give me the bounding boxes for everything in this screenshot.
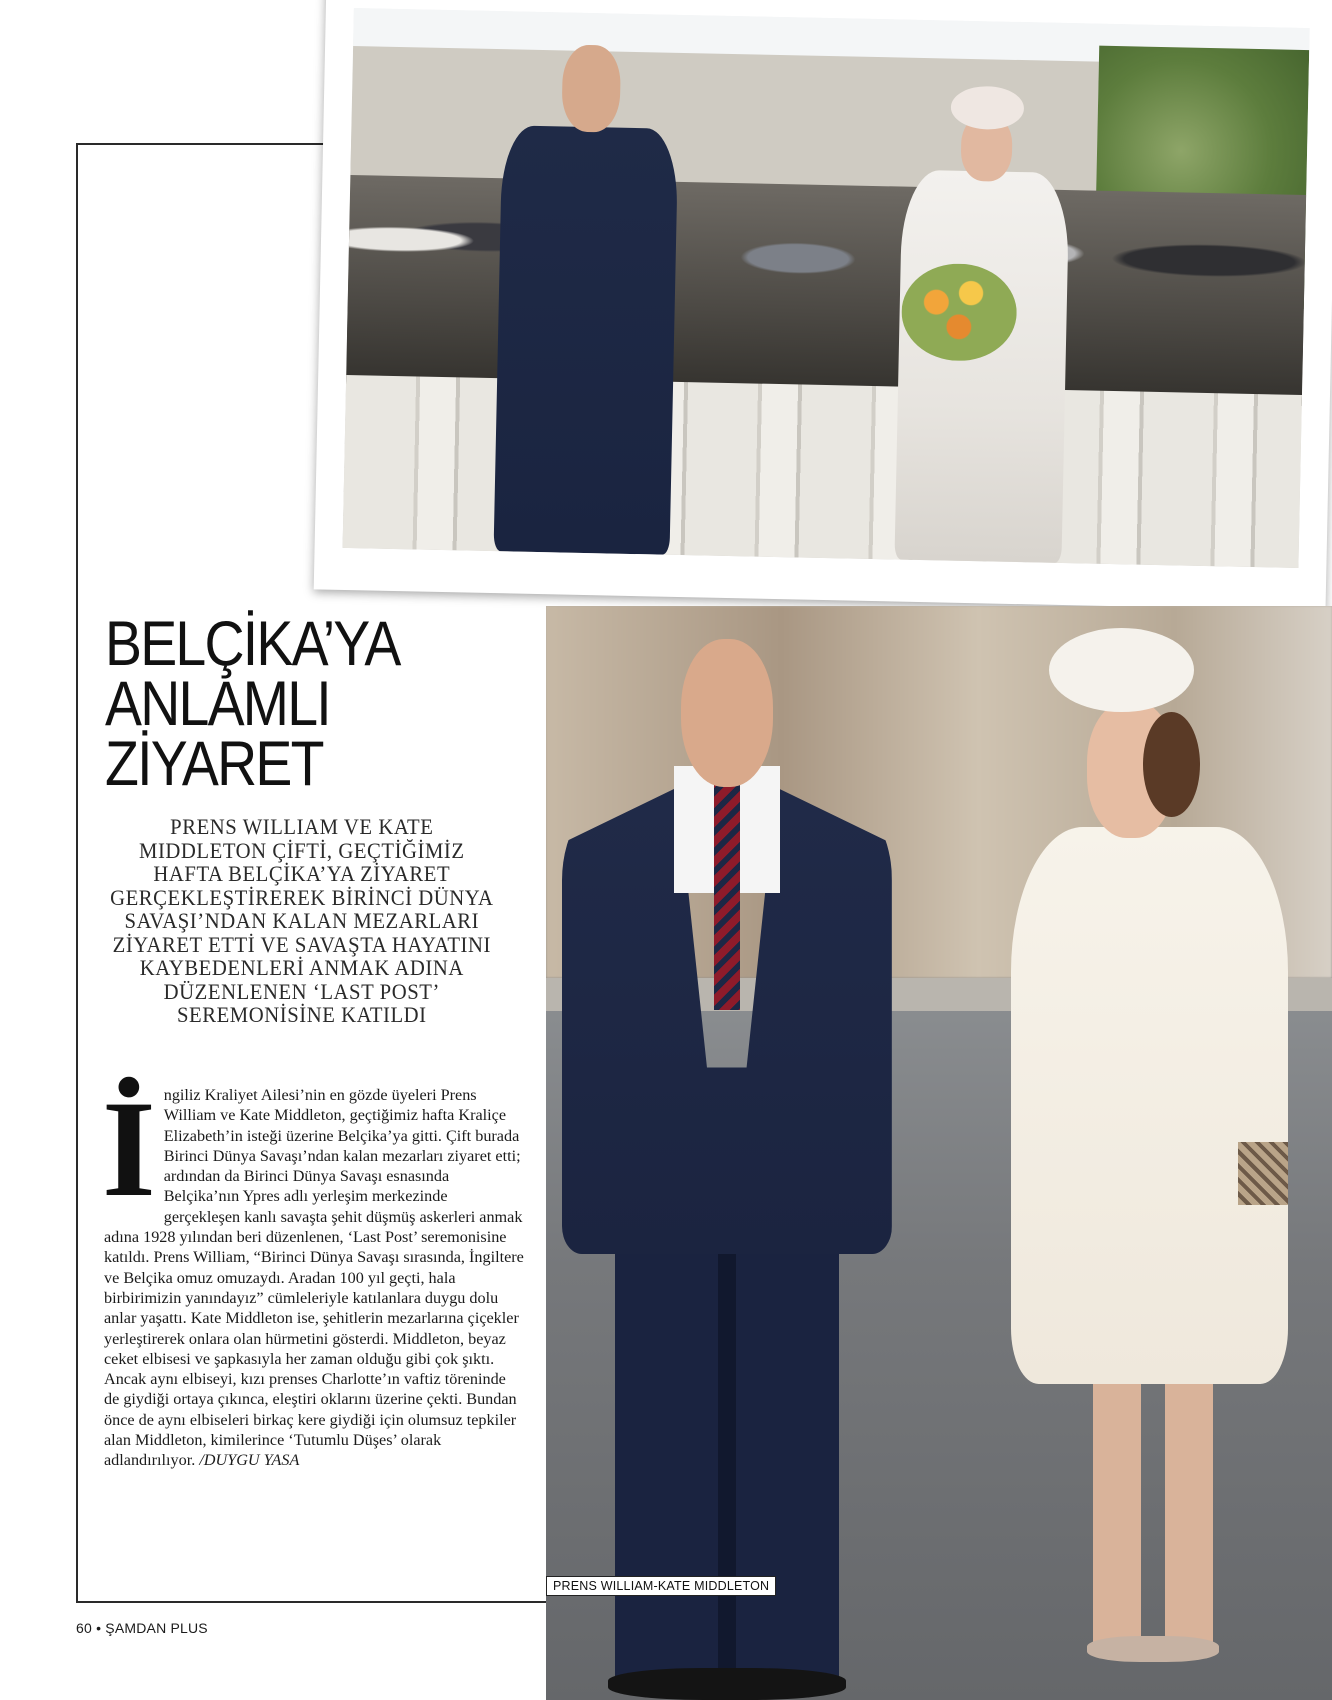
headline-line: BELÇİKA’YA [105,609,400,679]
headline-line: ZİYARET [105,729,323,799]
article-text: ngiliz Kraliyet Ailesi’nin en gözde üyeleri Prens William ve Kate Middleton, geçtiğimiz hafta Kraliçe Elizabeth’in isteği üzerine Belçika’ya gitti. Çift burada Birinci Dünya Savaşı’ndan kalan mezarları ziyaret etti; ardından da Birinci Dünya Savaşı esnasında Belçika’nın Ypres adlı yerleşim merkezinde gerçekleşen kanlı savaşta şehit düşmüş askerleri anmak adına 1928 yılından beri düzenlenen, ‘Last Post’ seremonisine katıldı. Prens William, “Birinci Dünya Savaşı sırasında, İngiltere ve Belçika omuz omuzaydı. Aradan 100 yıl geçti, hala birbirimizin yanındayız” cümleleriyle katılanlara duygu dolu anlar yaşattı. Kate Middleton ise, şehitlerin mezarlarına çiçekler yerleştirerek onlara olan hürmetini gösterdi. Middleton, beyaz ceket elbisesi ve şapkasıyla her zaman olduğu gibi çok şıktı. Ancak aynı elbiseyi, kızı prenses Charlotte’ın vaftiz töreninde de giydiği ortaya çıkınca, eleştiri oklarını üzerine çekti. Bundan önce de aynı elbiseleri birkaç kere giydiği için olumsuz tepkiler alan Middleton, kimilerince ‘Tutumlu Düşes’ olarak adlandırılıyor. [104,1086,524,1470]
frame-left-rule [76,143,78,1602]
magazine-name: ŞAMDAN PLUS [105,1620,208,1636]
headline-line: ANLAMLI [105,669,330,739]
frame-top-rule [76,143,333,145]
walking-photo [546,606,1332,1700]
folio-bullet: • [96,1620,102,1636]
prince-figure [562,639,892,1700]
ceremony-photo [314,0,1332,611]
ceremony-photo-image [343,8,1310,568]
page-folio [76,1620,208,1636]
byline: /DUYGU YASA [199,1451,300,1470]
article-body [102,1072,524,1471]
duchess-figure [986,628,1300,1678]
headline [105,609,475,799]
prince-figure [486,43,688,554]
deck-subheading: PRENS WILLIAM VE KATE MIDDLETON ÇİFTİ, GEÇTİĞİMİZ HAFTA BELÇİKA’YA ZİYARET GERÇEKLEŞTİREREK BİRİNCİ DÜNYA SAVAŞI’NDAN KALAN MEZARLARI ZİYARET ETTİ VE SAVAŞTA HAYATINI KAYBEDENLERİ ANMAK ADINA DÜZENLENEN ‘LAST POST’ SEREMONİSİNE KATILDI [110,814,494,1027]
drop-cap: İ [102,1072,156,1225]
photo-caption: PRENS WILLIAM-KATE MIDDLETON [546,1576,776,1596]
frame-bottom-rule [76,1601,546,1603]
page-number: 60 [76,1620,92,1636]
